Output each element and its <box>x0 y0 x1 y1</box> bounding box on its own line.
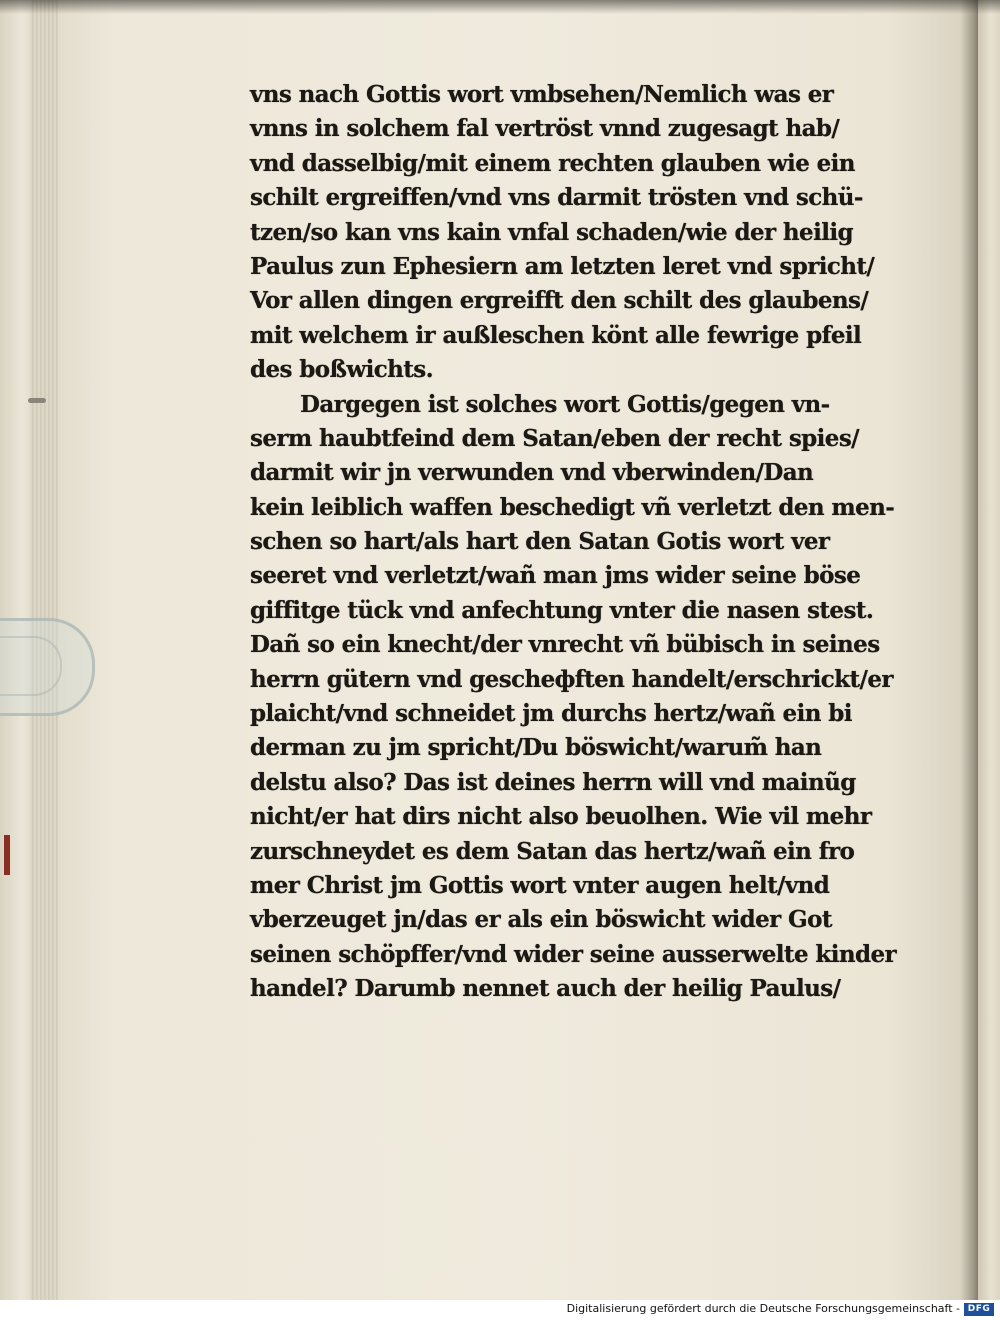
text-line: tzen/so kan vns kain vnfal schaden/wie der heilig <box>250 218 853 246</box>
dfg-logo: DFG <box>964 1303 994 1316</box>
text-line: Dargegen ist solches wort Gottis/gegen vn- <box>300 390 830 418</box>
text-line: vns nach Gottis wort vmbsehen/Nemlich was er <box>250 81 834 108</box>
text-line: delstu also? Das ist deines herrn will vnd mainũg <box>250 768 856 796</box>
text-line: giffitge tück vnd anfechtung vnter die nasen stest. <box>250 596 874 624</box>
text-line: seinen schöpffer/vnd wider seine ausserwelte kinder <box>250 940 897 968</box>
text-line: vberzeuget jn/das er als ein böswicht wider Got <box>250 906 832 934</box>
text-line: des boßwichts. <box>250 356 434 384</box>
text-line: vnd dasselbig/mit einem rechten glauben wie ein <box>250 149 855 177</box>
text-line: seeret vnd verletzt/wañ man jms wider seine böse <box>250 562 861 590</box>
text-line: plaicht/vnd schneidet jm durchs hertz/wañ ein bi <box>250 700 852 728</box>
footer-bar <box>0 1300 1000 1320</box>
ink-spot <box>28 398 46 403</box>
text-line: herrn gütern vnd gescheфften handelt/erschrickt/er <box>250 665 893 693</box>
text-line: kein leiblich waffen beschedigt vñ verletzt den men- <box>250 493 895 521</box>
text-line: zurschneydet es dem Satan das hertz/wañ ein fro <box>250 837 855 865</box>
funding-credit: Digitalisierung gefördert durch die Deutsche Forschungsgemeinschaft - <box>566 1302 960 1315</box>
facing-page-edge <box>978 0 1000 1300</box>
text-line: Paulus zun Ephesiern am letzten leret vnd spricht/ <box>250 252 875 280</box>
page-clip-inner <box>0 636 62 696</box>
text-line: nicht/er hat dirs nicht also beuolhen. Wie vil mehr <box>250 803 872 831</box>
page-text <box>250 78 910 1007</box>
top-shadow <box>0 0 1000 14</box>
text-line: vnns in solchem fal vertröst vnnd zugesagt hab/ <box>250 115 840 143</box>
text-line: schen so hart/als hart den Satan Gotis wort ver <box>250 528 830 556</box>
text-line: derman zu jm spricht/Du böswicht/warum̃ han <box>250 734 822 762</box>
text-line: mit welchem ir außleschen könt alle fewrige pfeil <box>250 321 862 349</box>
text-line: handel? Darumb nennet auch der heilig Paulus/ <box>250 975 841 1003</box>
text-line: Dañ so ein knecht/der vnrecht vñ bübisch in seines <box>250 631 880 659</box>
color-mark <box>4 835 10 875</box>
text-line: serm haubtfeind dem Satan/eben der recht spies/ <box>250 424 859 452</box>
text-line: Vor allen dingen ergreifft den schilt des glaubens/ <box>250 287 869 315</box>
text-line: schilt ergreiffen/vnd vns darmit trösten vnd schü- <box>250 184 863 212</box>
text-line: mer Christ jm Gottis wort vnter augen helt/vnd <box>250 871 830 899</box>
text-line: darmit wir jn verwunden vnd vberwinden/Dan <box>250 459 814 487</box>
